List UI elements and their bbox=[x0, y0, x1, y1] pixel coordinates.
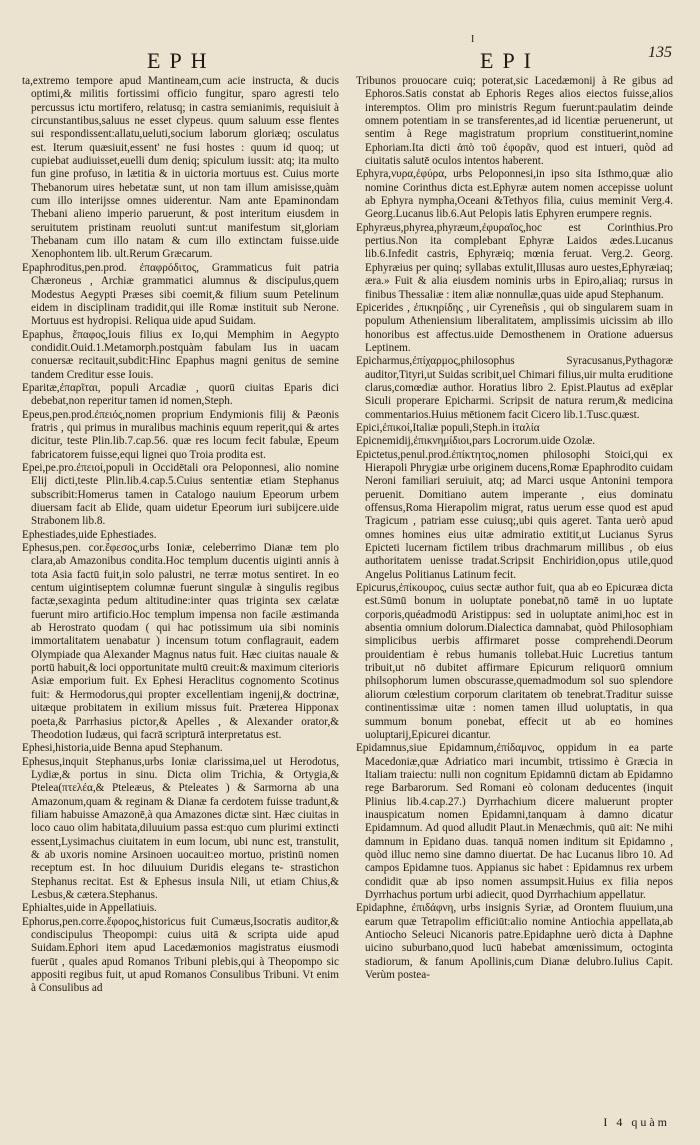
dictionary-entry: Tribunos prouocare cuiq; poterat,sic Lacedæmonij à Re gibus ad Ephoros.Satis constat ab Ephoris Reges alios eiectos fuisse,alios interemptos. Olim pro ministris Regum fuerunt:paulatim deinde omnem potentiam in se transferentes,ad id licentiæ peruenerunt, ut sentim à Rege magistratum proprium constituerint,nomine Ephoriam.Ita dicti ἀπὸ τοῦ ἐφορᾶν, quod est intueri, quòd ad ciuitatis salutē oculos intentos haberent. bbox=[356, 75, 673, 168]
running-header bbox=[22, 34, 676, 76]
dictionary-entry: Ephesi,historia,uide Benna apud Stephanum. bbox=[22, 742, 223, 755]
dictionary-entry: Epidaphne, ἐπιδάφνη, urbs insignis Syriæ, ad Orontem fluuium,una earum quæ Tetrapolim efficiūt:alio nomine Antiochia appellata,ab Antiocho Seleuci Nicanoris patre.Epidaphne uerò dicta à Daphne uicino suburbano,quod lucū habebat amœnissimum, octoginta stadiorum, & fanum Apollinis,cum Dianæ delubro.Iulius Capit. Verùm postea- bbox=[356, 902, 673, 982]
header-left: EPH bbox=[147, 48, 216, 73]
header-right: EPI bbox=[480, 48, 540, 73]
dictionary-entry: Epei,pe.pro.ἐπειοί,populi in Occidētali ora Peloponnesi, alio nomine Elij dicti,teste Plin.lib.4.cap.5.Cuius sententiæ etiam Stephanus subscribit:Homerus tamen in Catalogo nauium Epeorum urbem diuersam facit ab Elide, quam uidetur Epeorum iuri subijcere.uide Strabonem lib.8. bbox=[22, 461, 339, 528]
dictionary-entry: Ephialtes,uide in Appellatiuis. bbox=[22, 902, 157, 915]
dictionary-entry: Epicharmus,ἐπίχαρμος,philosophus Syracusanus,Pythagoræ auditor,Tityri,ut Suidas scribit,uel Chimari filius,uir multa eruditione clarus,comœdiæ author. Horatius libro 2. Epist.Plautus ad exēplar Siculi properare Epicharmi. Scripsit de natura rerum,& medicina commentarios.Huius mētionem facit Cicero lib.1.Tusc.quæst. bbox=[356, 355, 673, 421]
dictionary-entry: Ephesus,pen. cor.ἔφεσος,urbs Ioniæ, celeberrimo Dianæ tem plo clara,ab Amazonibus condita.Hoc templum ducentis uiginti annis à tota Asia factū fuit,in solo palustri, ne terræ motus sentiret. In eo centum uigintiseptem columnæ fuerunt singulæ à singulis regibus factæ,sexaginta pedum altitudine:inter quas triginta sex cælatæ fuerunt miro artificio.Hoc templum impensa non facile æstimanda ab Herostrato quodam ( qui hac potissimum uia sibi nominis immortalitatem uenabatur ) incensum totum conflagrauit, eadem Olympiade qua Alexander Magnus natus fuit. Hæc ciuitas nauale & portū habuit,& loci opportunitate multū creuit:& maximum citerioris Asiæ emporium fuit. Ex Ephesi Heraclitus cognomento Scotinus fuit: & Hermodorus,qui propter excellentiam ingenij,& doctrinæ, uitæque probitatem in exilium missus fuit. Præterea Hipponax poeta,& Parrhasius pictor,& Apelles , & Alexander orator,& Theodotion Iudæus, qui facrā scripturā interpretatus est. bbox=[22, 542, 339, 741]
dictionary-entry: Ephyra,νυρα,ἐφύρα, urbs Peloponnesi,in ipso sita Isthmo,quæ alio nomine Corinthus dicta est.Ephyræ autem nomen accepisse uolunt ab Ephyra nympha,Oceani &Tethyos filia, cuius meminit Verg.4. Georg.Lucanus lib.6.Aut Pelopis latis Ephyren erumpere regnis. bbox=[356, 168, 673, 221]
signature-mark: I 4 bbox=[603, 1115, 626, 1129]
dictionary-entry: Eparitæ,ἐπαρῖται, populi Arcadiæ , quorū ciuitas Eparis dici debebat,non reperitur tamen id nomen,Steph. bbox=[22, 381, 339, 408]
text-columns bbox=[22, 75, 676, 1135]
dictionary-entry: Epidamnus,siue Epidamnum,ἐπίδαμνος, oppidum in ea parte Macedoniæ,quæ Adriatico mari incumbit, trtissimo è Græcia in Italiam traiectu: nulli non cognitum Epidamnū dictam ab Epidamno rege Barbarorum. Sed Romani eò colonam deducentes (inquit Plinius lib.4.cap.27.) Dyrrhachium dicere maluerunt propter inauspicatum nomen Epidamni,tanquam à damno dicatur Epidamnum. Ad quod alludit Plaut.in Menæchmis, quū ait: Ne mihi damnum in Epidano duas. tanquā nomen inditum sit Epidamno , quòd illuc nemo sine damno diuertat. De hac Lucanus libro 10. Ad campos Epidamne tuos. Appianus sic habet : Epidamnus rex urbem condidit quæ ab ipso nomen assumpsit.Huius ex filia nepos Dyrrhachus portum urbi adiecit, quod Dyrrhachium appellatur. bbox=[356, 742, 673, 901]
dictionary-entry: Epici,ἐπικοί,Italiæ populi,Steph.in ἰταλία bbox=[356, 421, 540, 434]
header-mark: I bbox=[471, 34, 475, 45]
page-footer bbox=[603, 1115, 670, 1130]
dictionary-entry: Ephorus,pen.corre.ἔφορος,historicus fuit Cumæus,Isocratis auditor,& condiscipulus Theopompi: cuius uitā & scripta uide apud Suidam.Ephori item apud Lacedæmonios magistratus eiusmodi fuerūt , quales apud Romanos Tribuni plebis,qui à Theopompo sic appositi regibus fuit, ut apud Romanos Consulibus Tribuni. Vt enim à Consulibus ad bbox=[22, 915, 339, 995]
right-column bbox=[356, 75, 673, 1135]
page-number: 135 bbox=[648, 44, 672, 61]
dictionary-entry: Epicnemidij,ἐπικνημίδιοι,pars Locrorum.uide Ozolæ. bbox=[356, 435, 596, 448]
dictionary-entry: Epictetus,penul.prod.ἐπίκτητος,nomen philosophi Stoici,qui ex Hierapoli Phrygiæ urbe originem ducens,Romæ Epaphrodito cuidam Neroni familiari seruiuit, atq; ad Marci usque Antonini tempora peruenit. Domitiano autem imperante , eius dominatu offensus,Roma Hierapolim migrat, ratus uerum esse quod est apud Tragicum , patriam esse cuiusq;,ubi quis ageret. Tanta uerò apud omnes homines eius uitæ admiratio extitit,ut Lucianus Syrus Epicteti lucernam fictilem tribus drachmarum millibus , ob eius authoritatem uenisse tradat.Scripsit Enchiridion,opus utile,quod Angelus Politianus Latinum fecit. bbox=[356, 448, 673, 581]
dictionary-entry: Epaphus, ἔπαφος,Iouis filius ex Io,qui Memphim in Aegypto condidit.Ouid.1.Metamorph.postquàm fabulam Ius in uacam conuersæ recitauit,subdit:Hinc Epaphus magni genitus de semine tandem Creditur esse Iouis. bbox=[22, 328, 339, 381]
dictionary-entry: Ephyræus,phyrea,phyræum,ἐφυραῖος,hoc est Corinthius.Pro pertius.Non ita complebant Ephyræ Laidos ædes.Lucanus lib.6.Infedit castris, Ephyræiq; mœnia feruat. Verg.2. Georg. Ephyræius per quinq; syllabas extulit,Illusas auro uestes,Ephyræiaq; æra.» Fuit & alia eiusdem nominis urbs in Epiro,aliaq; rursus in finibus Thessaliæ : item aliæ nonnullæ,quas uide apud Stephanum. bbox=[356, 221, 673, 301]
dictionary-entry: Epicurus,ἐπίκουρος, cuius sectæ author fuit, qua ab eo Epicuræa dicta est.Sūmū bonum in uoluptate ponebat,nō tamē in uo luptate corporis,quéadmodū Aristippus: sed in uoluptate animi,hoc est in absentia omnium dolorum.Dialectica damnabat, quòd Philosophiam simplicibus uerbis affirmaret posse comprehendi.Deorum prouidentiam è rebus humanis tollebat.Huic Lucretius tantum tribuit,ut nō dubitet affirmare Epicurum reliquorū omnium philsophorum lumen obscurasse,quemadmodum sol suo splendore aliorum cœlestium corporum claritatem ob tenebrat.Traditur suisse continentissimæ uitæ : nomen tamen illud uoluptatis, in qua summum bonum ponebat, effecit ut ab eo homines uoluptarij,Epicurei dicantur. bbox=[356, 582, 673, 741]
dictionary-entry: Epeus,pen.prod.ἐπειός,nomen proprium Endymionis filij & Pæonis fratris , qui primus in muralibus machinis equum reperit,qui & artes dicitur, teste Plin.lib.7.cap.56. quæ res locum fecit fabulæ, Epeum fabricatorem fuisse,equi lignei quo Troia prodita est. bbox=[22, 408, 339, 461]
dictionary-entry: Ephesus,inquit Stephanus,urbs Ioniæ clarissima,uel ut Herodotus, Lydiæ,& portus in sinu. Dicta olim Trichia, & Ortygia,& Ptelea(πτελέα,& Pteleæus, & Pteleates ) & Sarmorna ab una Amazonum,quam & reginam & Dianæ fa cerdotem fuisse tradunt,& filiam habuisse Amazonē,à qua Amazones dictæ sint. Hæc ciuitas in loco cauo olim habitata,diluuium passa est:quo cum plurimi extincti essent,Lysimachus ciuitatem in eum locum, ubi nunc est, transtulit, & ab uxoris nomine Arsinoen uocauit:eo mortuo, pristinū nomen receptum est. In hoc diluuium Duridis elegans te- strastichon Stephanus recitat. Est & Ephesus insula Nili, ut etiam Chius,& Lesbus,& cætera.Stephanus. bbox=[22, 755, 339, 901]
left-column bbox=[22, 75, 339, 1135]
dictionary-entry: Epicerides , ἐπικηρίδης , uir Cyreneñsis , qui ob singularem suam in populum Atheniensium liberalitatem, amplissimis uicissim ab illo honoribus est affectus.uide Demosthenem in Oratione aduersus Leptinem. bbox=[356, 301, 673, 354]
dictionary-entry: ta,extremo tempore apud Mantineam,cum acie instructa, & ducis optimi,& militis fortissimi officio fungitur, sparo agresti telo percussus ictu mortifero, relatusq; in castra semianimis, requisiuit à circunstantibus,saluus ne esset clypeus. quum saluum esse flentes sui respondissent:allatu,ueluti,socium laborum gloriæq; osculatus est. Iterum quæsiuit,essent' ne fusi hostes : quum id quoq; ut cupiebat audiuisset,euelli dum deniq; spiculum iussit: atq; ita multo fun gine profuso, in lætitia & in uictoria mortuus est. Cuius morte Thebanorum uires hebetatæ sunt, ut non tam illum amisisse,quàm cum illo interijsse omnes uiderentur. Nam ante Epaminondam Thebani alieno imperio paruerunt, & post interitum eiusdem in seruitutem pristinam reuoluti sunt:ut manifestum sit,gloriam Thebanam cum illo natam & cum illo extinctam fuisse.uide Xenophontem lib. ult.Rerum Græcarum. bbox=[22, 75, 339, 261]
dictionary-entry: Epaphroditus,pen.prod. ἐπαφρόδιτος, Grammaticus fuit patria Chæroneus , Archiæ grammatici alumnus & discipulus,quem Modestus Aegypti Præses sibi coemit,& filium suum Petelinum eidem in disciplinam tradidit,qui ille Romæ instituit sub Nerone. Mortuus est hydropisi. Reliqua uide apud Suidam. bbox=[22, 261, 339, 328]
catchword: quàm bbox=[631, 1115, 670, 1129]
dictionary-entry: Ephestiades,uide Ephestiades. bbox=[22, 528, 157, 541]
